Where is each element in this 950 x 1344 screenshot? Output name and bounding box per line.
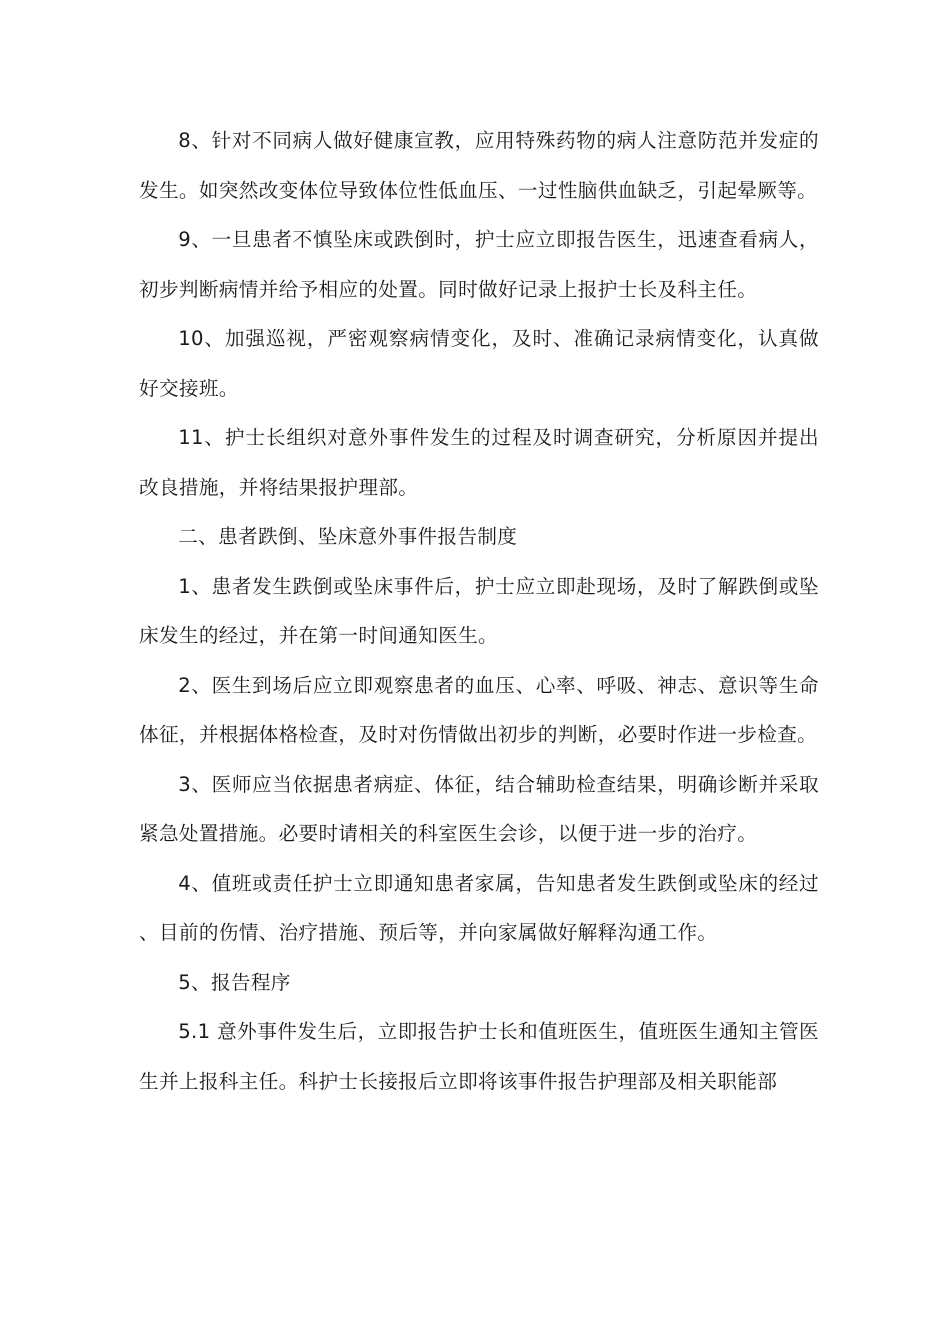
paragraph-item-10: 10、加强巡视，严密观察病情变化，及时、准确记录病情变化，认真做好交接班。 xyxy=(139,327,819,400)
paragraph-item-8: 8、针对不同病人做好健康宣教，应用特殊药物的病人注意防范并发症的发生。如突然改变体位导致体位性低血压、一过性脑供血缺乏，引起晕厥等。 xyxy=(139,129,819,202)
paragraph-item-2: 2、医生到场后应立即观察患者的血压、心率、呼吸、神志、意识等生命体征，并根据体格检查，及时对伤情做出初步的判断，必要时作进一步检查。 xyxy=(139,673,819,746)
paragraph-item-5: 5、报告程序 xyxy=(178,970,291,994)
paragraph-item-1: 1、患者发生跌倒或坠床事件后，护士应立即赴现场，及时了解跌倒或坠床发生的经过，并在第一时间通知医生。 xyxy=(139,574,819,647)
document-body xyxy=(139,116,819,1106)
section-heading: 二、患者跌倒、坠床意外事件报告制度 xyxy=(178,525,518,548)
paragraph-item-4: 4、值班或责任护士立即通知患者家属，告知患者发生跌倒或坠床的经过、目前的伤情、治疗措施、预后等，并向家属做好解释沟通工作。 xyxy=(139,871,819,944)
paragraph-item-9: 9、一旦患者不慎坠床或跌倒时，护士应立即报告医生，迅速查看病人，初步判断病情并给予相应的处置。同时做好记录上报护士长及科主任。 xyxy=(139,228,819,301)
paragraph-item-11: 11、护士长组织对意外事件发生的过程及时调查研究，分析原因并提出改良措施，并将结果报护理部。 xyxy=(139,426,819,499)
paragraph-item-5-1: 5.1 意外事件发生后，立即报告护士长和值班医生，值班医生通知主管医生并上报科主任。科护士长接报后立即将该事件报告护理部及相关职能部 xyxy=(139,1020,819,1093)
paragraph-item-3: 3、医师应当依据患者病症、体征，结合辅助检查结果，明确诊断并采取紧急处置措施。必要时请相关的科室医生会诊，以便于进一步的治疗。 xyxy=(139,772,819,845)
